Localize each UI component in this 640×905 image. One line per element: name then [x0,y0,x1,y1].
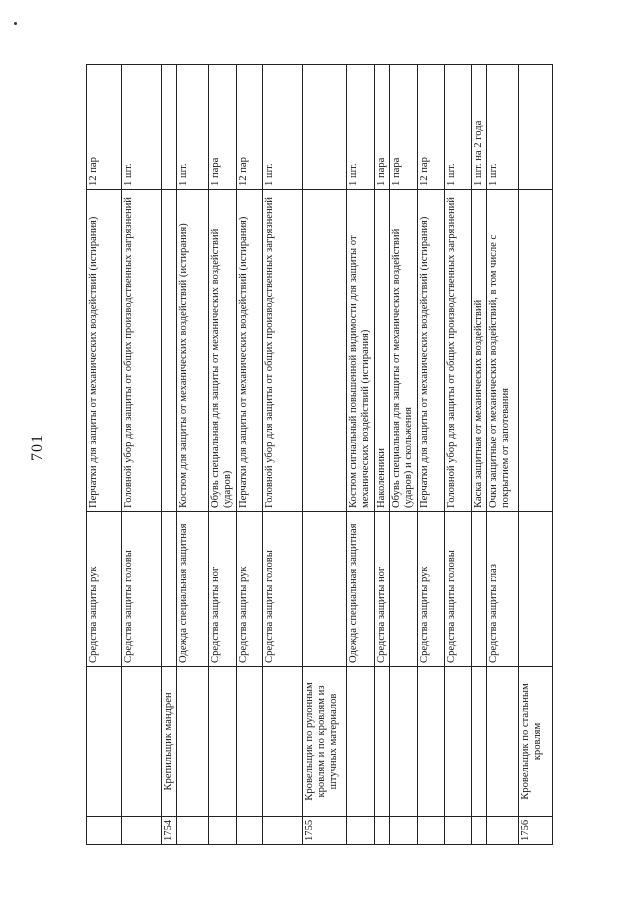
issue-norm: 1 шт. на 2 года [471,65,486,190]
table-row [486,65,518,845]
row-number [444,817,471,845]
table-frame [86,65,544,845]
rotated-page [86,65,544,845]
issue-norm: 12 пар [417,65,444,190]
row-number [87,817,122,845]
profession-name [444,667,471,817]
ppe-item: Каска защитная от механических воздействий [471,190,486,512]
table-row [302,65,346,845]
row-number [374,817,389,845]
ppe-item: Очки защитные от механических воздействий, в том числе с покрытием от запотевания [486,190,518,512]
profession-name [302,667,346,817]
profession-label: Крепильщик мандрен [163,692,174,791]
ppe-category: Средства защиты головы [262,512,302,667]
profession-name [209,667,236,817]
table-row [471,65,486,845]
row-number [177,817,209,845]
ppe-category [471,512,486,667]
row-number [346,817,374,845]
profession-name [87,667,122,817]
table-row [262,65,302,845]
table-row [444,65,471,845]
row-number [471,817,486,845]
row-number [262,817,302,845]
ppe-category [162,512,177,667]
ppe-item: Головной убор для защиты от общих производственных загрязнений [122,190,162,512]
profession-label: Кровельщик по рулонным кровлям и по кровлям из штучных материалов [303,682,339,801]
issue-norm: 1 шт. [262,65,302,190]
profession-name [162,667,177,817]
table-row [236,65,262,845]
profession-name [346,667,374,817]
ppe-category: Средства защиты ног [209,512,236,667]
table-row [87,65,122,845]
ppe-item: Перчатки для защиты от механических воздействий (истирания) [417,190,444,512]
ppe-category: Средства защиты головы [122,512,162,667]
table-row [122,65,162,845]
ppe-item: Костюм для защиты от механических воздействий (истирания) [177,190,209,512]
ppe-category [389,512,417,667]
profession-name [417,667,444,817]
ppe-item: Перчатки для защиты от механических воздействий (истирания) [236,190,262,512]
issue-norm: 1 шт. [346,65,374,190]
ppe-category: Средства защиты рук [87,512,122,667]
ppe-item: Обувь специальная для защиты от механических воздействий (ударов) и скольжения [389,190,417,512]
ppe-category [302,512,346,667]
row-number: 1755 [302,817,346,845]
ppe-table [86,64,553,845]
row-number [389,817,417,845]
ppe-category: Одежда специальная защитная [177,512,209,667]
ppe-item: Головной убор для защиты от общих производственных загрязнений [262,190,302,512]
profession-name [122,667,162,817]
table-row [374,65,389,845]
scan-speck [14,22,17,25]
table-row [518,65,552,845]
row-number: 1754 [162,817,177,845]
profession-name [177,667,209,817]
profession-name [262,667,302,817]
ppe-category: Средства защиты ног [374,512,389,667]
row-number [236,817,262,845]
row-number [209,817,236,845]
issue-norm: 1 пара [374,65,389,190]
issue-norm: 1 шт. [122,65,162,190]
issue-norm: 1 пара [209,65,236,190]
table-row [389,65,417,845]
row-number: 1756 [518,817,552,845]
profession-name [389,667,417,817]
table-row [162,65,177,845]
profession-name [486,667,518,817]
table-row [177,65,209,845]
ppe-category: Одежда специальная защитная [346,512,374,667]
ppe-category: Средства защиты глаз [486,512,518,667]
ppe-category: Средства защиты рук [236,512,262,667]
page-number: 701 [29,434,46,461]
profession-name [236,667,262,817]
issue-norm: 1 пара [389,65,417,190]
issue-norm: 1 шт. [444,65,471,190]
profession-name [518,667,552,817]
row-number [417,817,444,845]
ppe-category: Средства защиты головы [444,512,471,667]
table-row [209,65,236,845]
ppe-category [518,512,552,667]
row-number [122,817,162,845]
issue-norm: 1 шт. [177,65,209,190]
ppe-item: Костюм сигнальный повышенной видимости для защиты от механических воздействий (истирания) [346,190,374,512]
issue-norm: 1 шт. [486,65,518,190]
ppe-category: Средства защиты рук [417,512,444,667]
ppe-item: Перчатки для защиты от механических воздействий (истирания) [87,190,122,512]
table-row [346,65,374,845]
profession-name [374,667,389,817]
ppe-item: Наколенники [374,190,389,512]
ppe-item: Обувь специальная для защиты от механических воздействий (ударов) [209,190,236,512]
ppe-item [302,190,346,512]
profession-name [471,667,486,817]
issue-norm [518,65,552,190]
table-row [417,65,444,845]
ppe-item: Головной убор для защиты от общих производственных загрязнений [444,190,471,512]
issue-norm: 12 пар [87,65,122,190]
issue-norm [162,65,177,190]
profession-label: Кровельщик по стальным кровлям [519,683,544,800]
ppe-item [162,190,177,512]
ppe-item [518,190,552,512]
issue-norm: 12 пар [236,65,262,190]
row-number [486,817,518,845]
issue-norm [302,65,346,190]
